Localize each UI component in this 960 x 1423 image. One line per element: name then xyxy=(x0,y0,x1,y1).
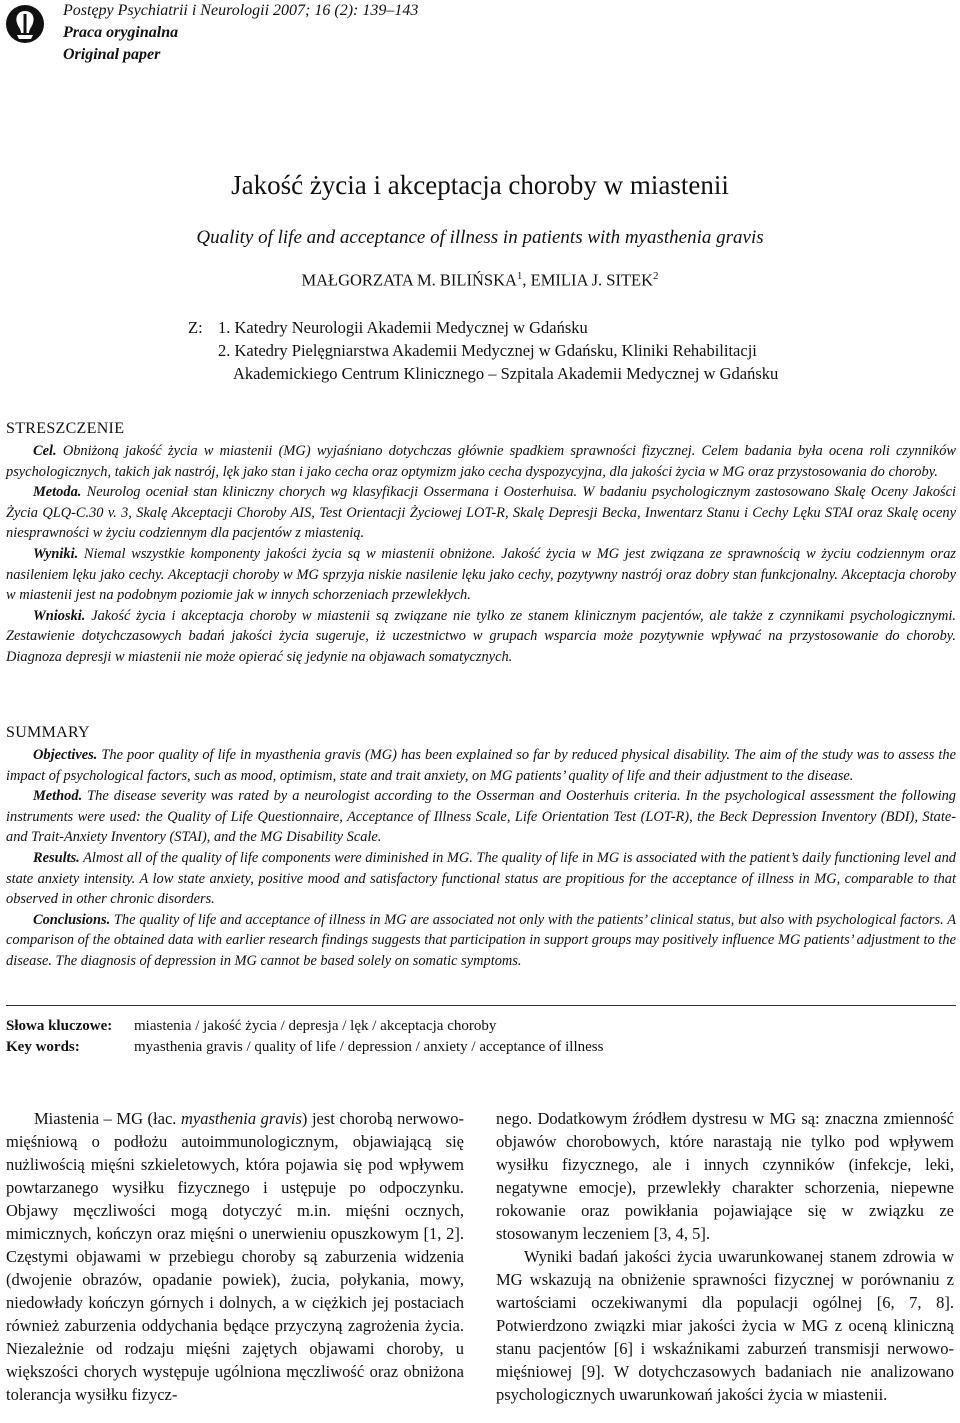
body-paragraph: nego. Dodatkowym źródłem dystresu w MG są: znaczna zmienność objawów chorobowych, które narastają nie tylko pod wpływem wysiłku fizycznego, ale i innych czynników (infekcje, leki, negatywne emocje), przewlekły charakter schorzenia, niepewne rokowanie oraz powikłania pojawiające się w związku ze stosowanym leczeniem [3, 4, 5]. xyxy=(496,1109,954,1243)
journal-logo xyxy=(5,4,45,44)
abstract-pl-cel: Cel. Obniżoną jakość życia w miastenii (MG) wyjaśniano dotychczas głównie spadkiem sprawności fizycznej. Celem badania była ocena roli czynników psychologicznych, takich jak nastrój, lęk jako stan i jako cecha oraz optymizm jako cecha dyspozycyjna, dla jakości życia w MG oraz przystosowania do choroby. xyxy=(6,443,956,480)
paper-type-pl: Praca oryginalna xyxy=(63,24,179,41)
abstract-en-objectives: Objectives. The poor quality of life in myasthenia gravis (MG) has been explained so far by reduced physical disability. The aim of the study was to assess the impact of psychological factors, such as mood, optimism, state and trait anxiety, on MG patients’ quality of life and their adjustment to the disease. xyxy=(6,747,956,784)
affiliation-2-cont: Akademickiego Centrum Klinicznego – Szpitala Akademii Medycznej w Gdańsku xyxy=(233,364,779,383)
author-1-affiliation: 1 xyxy=(516,270,523,282)
article-title: Jakość życia i akceptacja choroby w miastenii xyxy=(231,170,729,200)
body-paragraph: Miastenia – MG (łac. myasthenia gravis) jest chorobą nerwowo-mięśniową o podłożu autoimmunologicznym, objawiającą się nużliwością mięśni szkieletowych, która pojawia się pod wpływem powtarzanego wysiłku fizycznego i ustępuje po odpoczynku. Objawy męczliwości mogą dotyczyć m.in. mięśni ocznych, mimicznych, kończyn oraz mięśni o unerwieniu opuszkowym [1, 2]. Częstymi objawami w przebiegu choroby są zaburzenia widzenia (dwojenie obrazów, opadanie powiek), żucia, połykania, mowy, niedowłady kończyn górnych i dolnych, a w ciężkich jej postaciach również zaburzenia oddychania będące przyczyną zagrożenia życia. Niezależnie od rodzaju mięśni zajętych objawami choroby, u większości chorych występuje ugólniona męczliwość oraz obniżona tolerancja wysiłku fizycz- xyxy=(6,1109,464,1404)
streszczenie-body xyxy=(6,441,956,668)
author-2-affiliation: 2 xyxy=(653,270,659,282)
keywords xyxy=(6,1016,603,1058)
divider xyxy=(6,1005,956,1006)
keywords-pl-label: Słowa kluczowe: xyxy=(6,1018,113,1034)
article-subtitle: Quality of life and acceptance of illness in patients with myasthenia gravis xyxy=(196,227,764,248)
author-list: MAŁGORZATA M. BILIŃSKA$^1$, EMILIA J. SITEK$^2$ xyxy=(301,270,659,290)
keywords-en-label: Key words: xyxy=(6,1039,80,1055)
abstract-pl-metoda: Metoda. Neurolog oceniał stan kliniczny chorych wg klasyfikacji Ossermana i Oosterhuisa. W badaniu psychologicznym zastosowano Skalę Oceny Jakości Życia QLQ-C.30 v. 3, Skalę Akceptacji Choroby AIS, Test Orientacji Życiowej LOT-R, Skalę Depresji Becka, Inwentarz Stanu i Cechy Lęku STAI oraz Skalę oceny niesprawności w życiu codziennym dla pacjentów z miastenią. xyxy=(6,484,956,542)
keywords-en: myasthenia gravis / quality of life / depression / anxiety / acceptance of illness xyxy=(134,1039,604,1055)
abstract-pl-wnioski: Wnioski. Jakość życia i akceptacja choroby w miastenii są związane nie tylko ze stanem klinicznym pacjentów, ale także z czynnikami psychologicznymi. Zestawienie dotychczasowych badań jakości życia sugeruje, iż uczestnictwo w grupach wsparcia może pozytywnie wpływać na przystosowanie do choroby. Diagnoza depresji w miastenii nie może opierać się jedynie na objawach somatycznych. xyxy=(6,607,956,665)
author-2: EMILIA J. SITEK xyxy=(530,270,654,290)
body-column-left xyxy=(6,1107,464,1406)
journal-header xyxy=(63,0,418,66)
abstract-en-results: Results. Almost all of the quality of life components were diminished in MG. The quality of life in MG is associated with the patient’s daily functioning level and state anxiety intensity. A low state anxiety, positive mood and satisfactory functional status are propitious for the acceptance of illness in MG, comparable to that observed in other chronic disorders. xyxy=(6,849,956,908)
keywords-pl: miastenia / jakość życia / depresja / lęk / akceptacja choroby xyxy=(134,1018,497,1034)
summary-heading: SUMMARY xyxy=(6,724,90,741)
abstract-en-method: Method. The disease severity was rated by a neurologist according to the Osserman and Oosterhuis criteria. In the psychological assessment the following instruments were used: the Quality of Life Questionnaire, Acceptance of Illness Scale, Life Orientation Test (LOT-R), the Beck Depression Inventory (BDI), State- and Trait-Anxiety Inventory (STAI), and the MG Disability Scale. xyxy=(6,788,956,846)
journal-logo-icon xyxy=(5,4,45,44)
abstract-pl-wyniki: Wyniki. Niemal wszystkie komponenty jakości życia są w miastenii obniżone. Jakość życia w MG jest związana ze sprawnością w życiu codziennym oraz nasileniem lęku jako cechy. Akceptacji choroby w MG sprzyja niskie nasilenie lęku jako cechy, pozytywny nastrój oraz dobry stan funkcjonalny. Akceptacja choroby w miastenii jest na podobnym poziomie jak w innych schorzeniach przewlekłych. xyxy=(6,545,956,604)
streszczenie-heading: STRESZCZENIE xyxy=(6,420,125,437)
abstract-en-conclusions: Conclusions. The quality of life and acceptance of illness in MG are associated not only with the patients’ clinical status, but also with psychological factors. A comparison of the obtained data with earlier research findings suggests that participation in support groups may positively influence MG patients’ adjustment to the disease. The diagnosis of depression in MG cannot be based solely on somatic symptoms. xyxy=(6,911,956,969)
affiliations xyxy=(188,316,778,385)
body-column-right xyxy=(496,1107,954,1406)
paper-type-en: Original paper xyxy=(63,46,161,63)
affiliation-2: 2. Katedry Pielęgniarstwa Akademii Medycznej w Gdańsku, Kliniki Rehabilitacji xyxy=(218,341,757,360)
affiliation-prefix: Z: xyxy=(188,318,203,337)
summary-body xyxy=(6,745,956,972)
journal-citation: Postępy Psychiatrii i Neurologii 2007; 16 (2): 139–143 xyxy=(63,2,419,19)
body-paragraph: Wyniki badań jakości życia uwarunkowanej stanem zdrowia w MG wskazują na obniżenie sprawności fizycznej w porównaniu z wartościami oczekiwanymi dla populacji ogólnej [6, 7, 8]. Potwierdzono związki miar jakości życia w MG z oceną kliniczną stanu pacjentów [6] i wskaźnikami zaburzeń transmisji nerwowo-mięśniowej [9]. W dotychczasowych badaniach nie analizowano psychologicznych uwarunkowań jakości życia w miastenii. xyxy=(496,1247,954,1404)
author-1: MAŁGORZATA M. BILIŃSKA xyxy=(301,270,517,290)
affiliation-1: 1. Katedry Neurologii Akademii Medycznej w Gdańsku xyxy=(218,318,588,337)
